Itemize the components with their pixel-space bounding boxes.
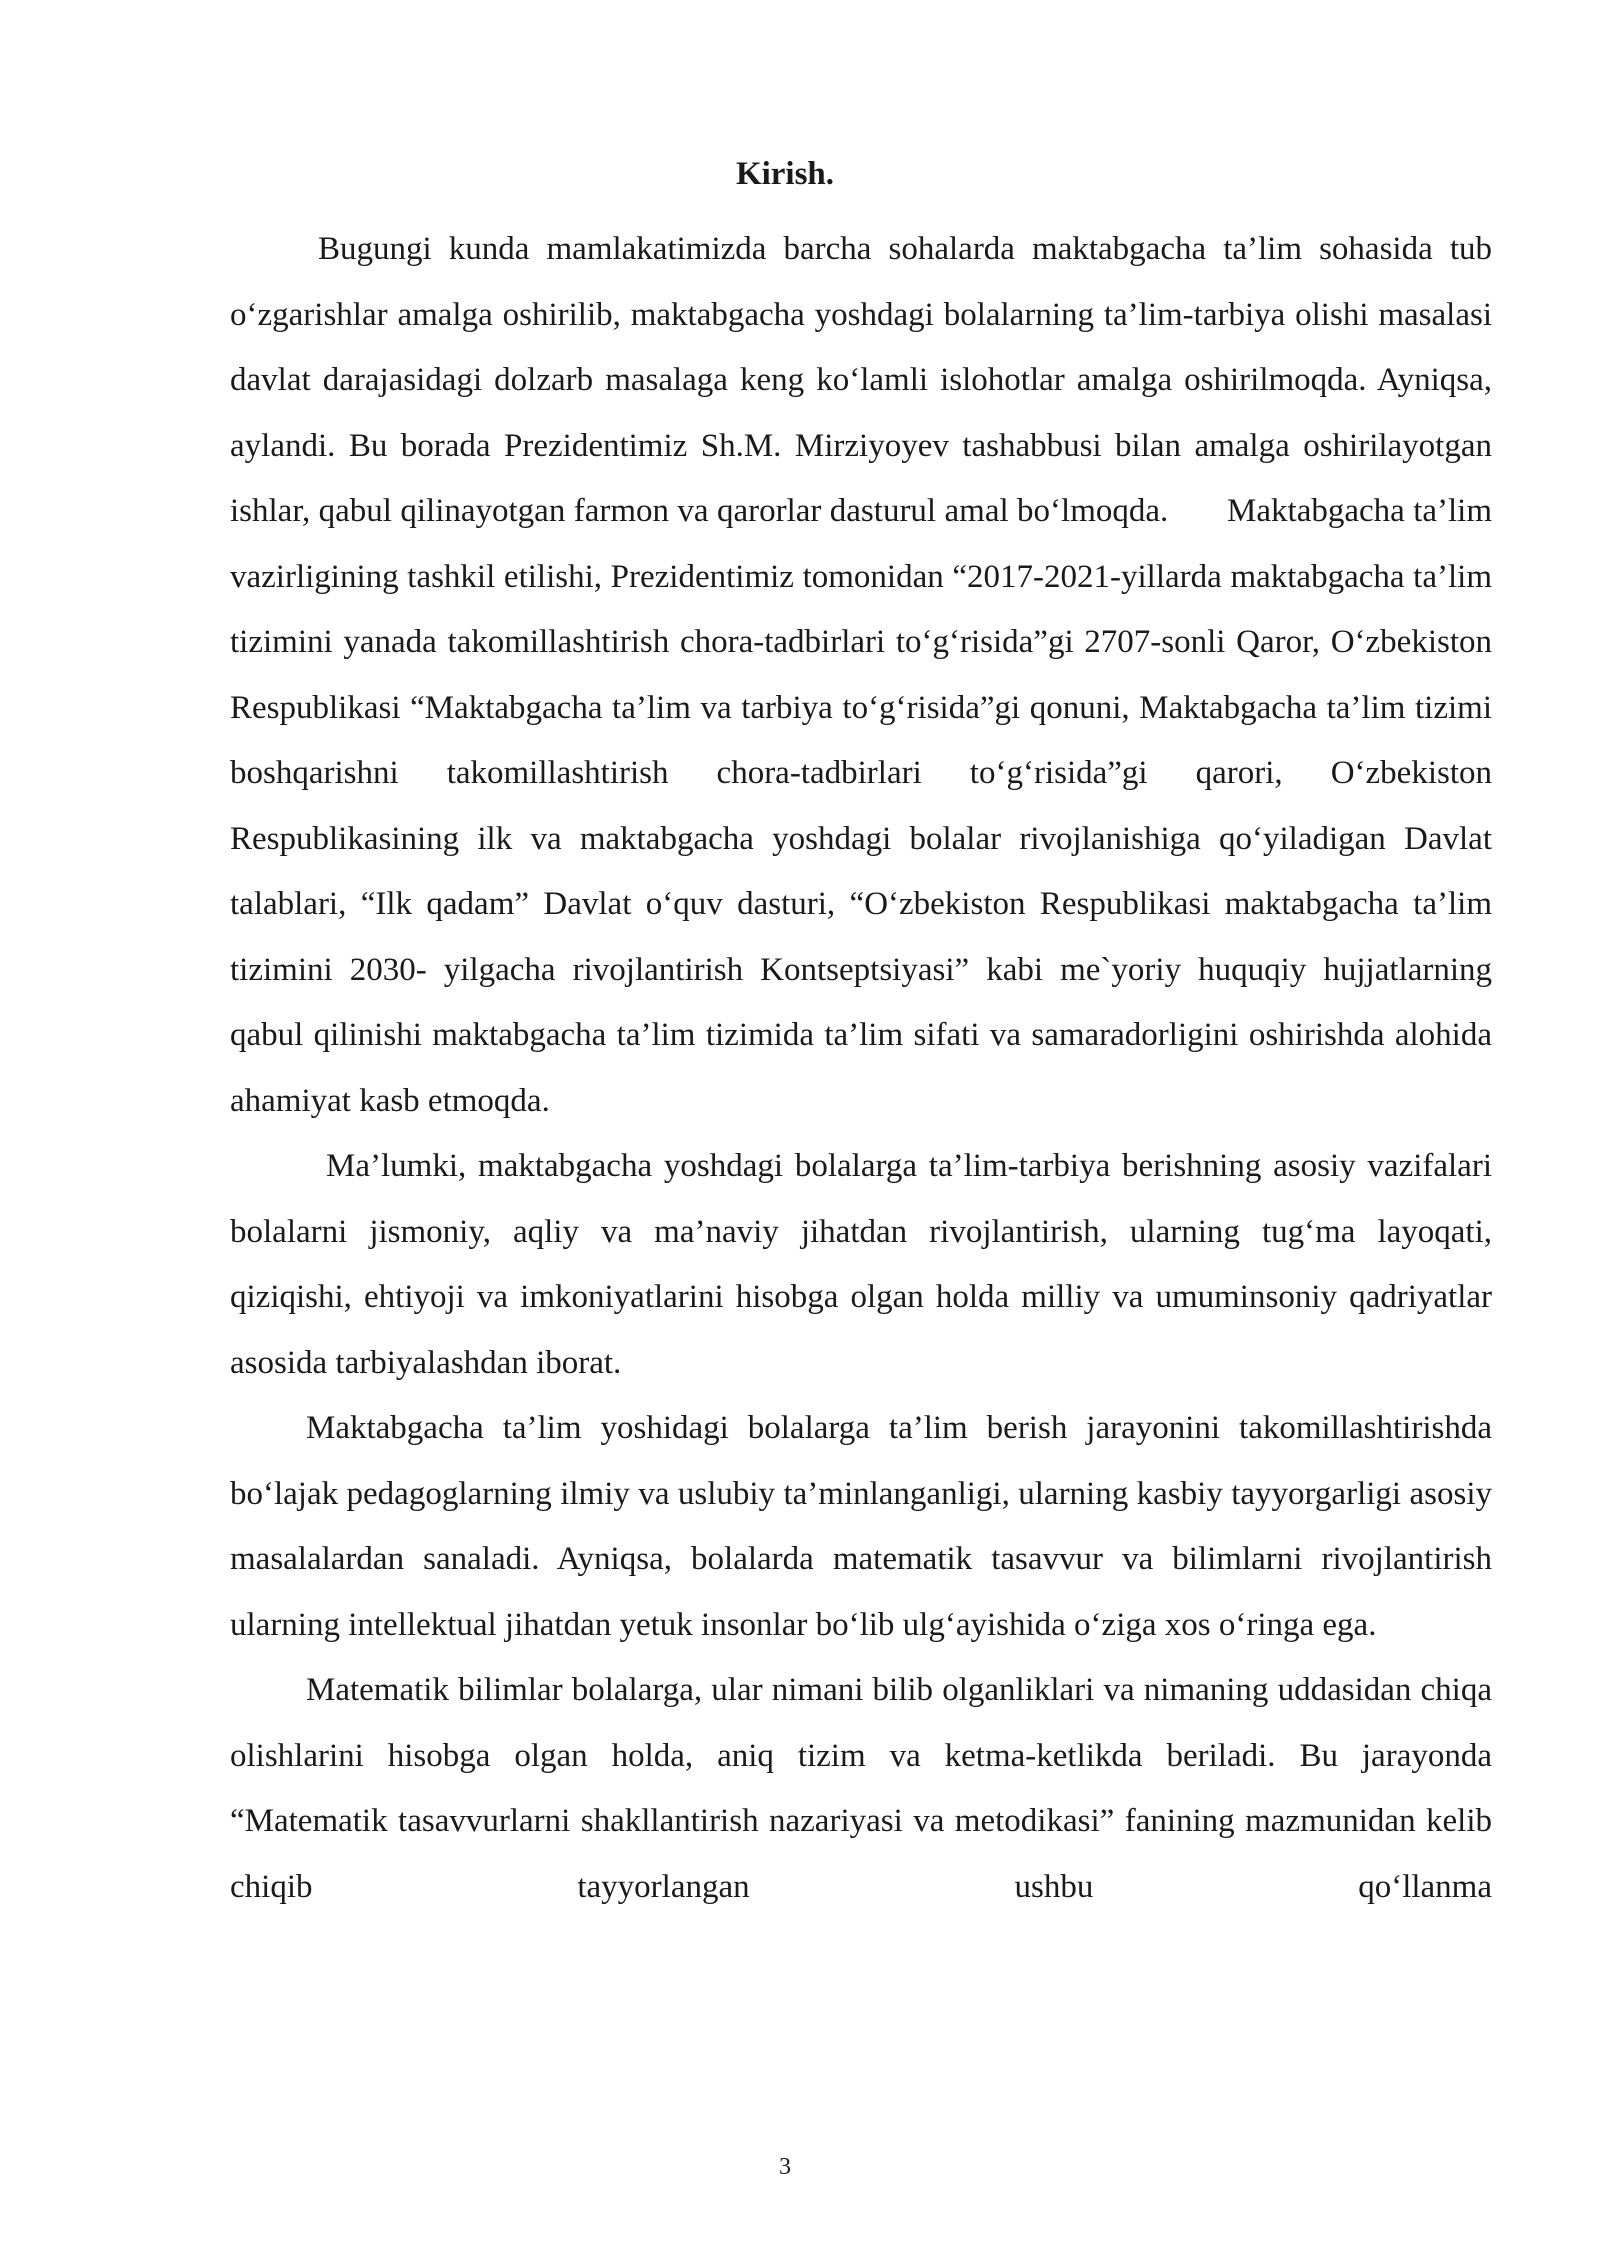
paragraph-1: Bugungi kunda mamlakatimizda barcha sohalarda maktabgacha ta’lim sohasida tub o‘zgarishlar amalga oshirilib, maktabgacha yoshdagi bolalarning ta’lim-tarbiya olishi masalasi davlat darajasidagi dolzarb masalaga keng ko‘lamli islohotlar amalga oshirilmoqda. Ayniqsa, aylandi. Bu borada Prezidentimiz Sh.M. Mirziyoyev tashabbusi bilan amalga oshirilayotgan ishlar, qabul qilinayotgan farmon va qarorlar dasturul amal bo‘lmoqda. Maktabgacha ta’lim vazirligining tashkil etilishi, Prezidentimiz tomonidan “2017-2021-yillarda maktabgacha ta’lim tizimini yanada takomillashtirish chora-tadbirlari to‘g‘risida”gi 2707-sonli Qaror, O‘zbekiston Respublikasi “Maktabgacha ta’lim va tarbiya to‘g‘risida”gi qonuni, Maktabgacha ta’lim tizimi boshqarishni takomillashtirish chora-tadbirlari to‘g‘risida”gi qarori, O‘zbekiston Respublikasining ilk va maktabgacha yoshdagi bolalar rivojlanishiga qo‘yiladigan Davlat talablari, “Ilk qadam” Davlat o‘quv dasturi, “O‘zbekiston Respublikasi maktabgacha ta’lim tizimini 2030- yilgacha rivojlantirish Kontseptsiyasi” kabi me`yoriy huquqiy hujjatlarning qabul qilinishi maktabgacha ta’lim tizimida ta’lim sifati va samaradorligini oshirishda alohida ahamiyat kasb etmoqda.: [230, 231, 1501, 1119]
paragraph-2: Ma’lumki, maktabgacha yoshdagi bolalarga ta’lim-tarbiya berishning asosiy vazifalari bolalarni jismoniy, aqliy va ma’naviy jihatdan rivojlantirish, ularning tug‘ma layoqati, qiziqishi, ehtiyoji va imkoniyatlarini hisobga olgan holda milliy va umuminsoniy qadriyatlar asosida tarbiyalashdan iborat.: [230, 1148, 1492, 1381]
section-heading: Kirish.: [735, 156, 835, 192]
body-text: [230, 217, 1501, 1920]
paragraph-4: Matematik bilimlar bolalarga, ular nimani bilib olganliklari va nimaning uddasidan chiqa olishlarini hisobga olgan holda, aniq tizim va ketma-ketlikda beriladi. Bu jarayonda “Matematik tasavvurlarni shakllantirish nazariyasi va metodikasi” fanining mazmunidan kelib chiqib tayyorlangan ushbu qo‘llanma: [230, 1672, 1492, 1905]
paragraph-3: Maktabgacha ta’lim yoshidagi bolalarga ta’lim berish jarayonini takomillashtirishda bo‘lajak pedagoglarning ilmiy va uslubiy ta’minlanganligi, ularning kasbiy tayyorgarligi asosiy masalalardan sanaladi. Ayniqsa, bolalarda matematik tasavvur va bilimlarni rivojlantirish ularning intellektual jihatdan yetuk insonlar bo‘lib ulg‘ayishida o‘ziga xos o‘ringa ega.: [230, 1410, 1492, 1643]
page-number: 3: [779, 2154, 791, 2180]
